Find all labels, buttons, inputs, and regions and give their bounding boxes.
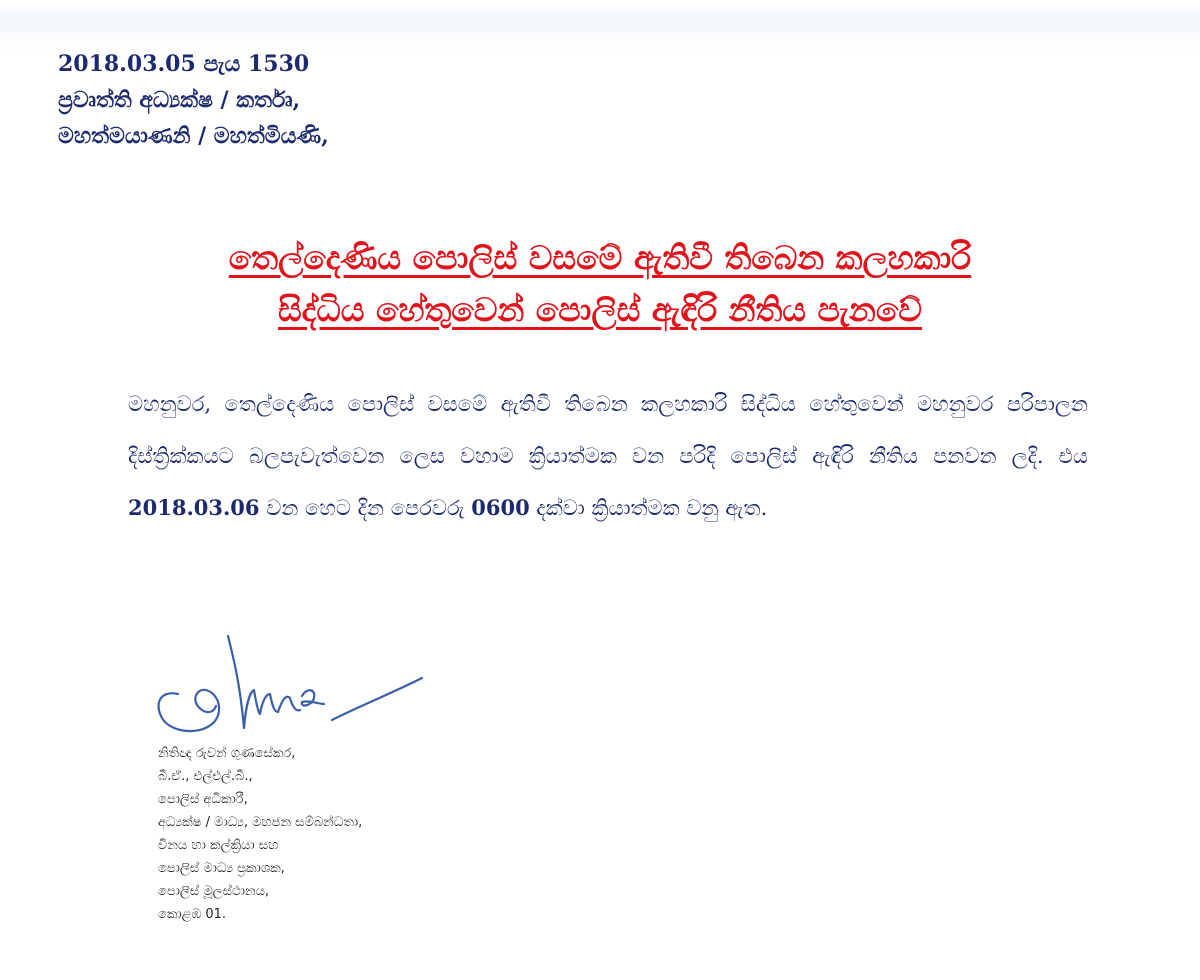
letter-header [58, 46, 329, 154]
body-text-part-2: වන හෙට දින පෙරවරු [266, 496, 465, 520]
letterhead-strip [0, 0, 1200, 52]
signatory-line: අධ්‍යක්ෂ / මාධ්‍ය, මහජන සම්බන්ධතා, [158, 815, 363, 830]
body-paragraph [128, 378, 1088, 534]
curfew-end-time: 0600 [471, 495, 530, 520]
signatory-line: පොලිස් මූලස්ථානය, [158, 884, 270, 899]
body-text-part-3: දක්වා ක්‍රියාත්මක වනු ඇත. [536, 496, 768, 520]
title-line-2: සිද්ධිය හේතුවෙන් පොලිස් ඇඳිරි නීතිය පැනවේ [277, 290, 923, 329]
signatory-line: විනය හා කල්ක්‍රියා සහ [158, 838, 279, 853]
recipients-line: ප්‍රවෘත්ති අධ්‍යක්ෂ / කර්තෘ, [58, 87, 301, 113]
handwritten-signature [150, 632, 440, 742]
press-release-title [0, 232, 1200, 336]
signatory-line: පොලිස් අධිකාරී, [158, 792, 248, 807]
signatory-line: පොලිස් මාධ්‍ය ප්‍රකාශක, [158, 861, 285, 876]
signatory-line: නිතිඥ රුවන් ගුණසේකර, [158, 746, 296, 761]
curfew-end-date: 2018.03.06 [128, 495, 260, 520]
title-line-1: තෙල්දෙණිය පොලිස් වසමේ ඇතිවී තිබෙන කලහකාරි [228, 238, 972, 277]
date-time-line: 2018.03.05 පැය 1530 [58, 51, 310, 77]
signatory-line: බී.ඒ., එල්එල්.බී., [158, 769, 253, 784]
salutation-line: මහත්මයාණනි / මහත්මියණි, [58, 123, 329, 149]
signatory-line: කොළඹ 01. [158, 907, 227, 922]
body-text-part-1: මහනුවර, තෙල්දෙණිය පොලිස් වසමේ ඇතිවී තිබෙන කලහකාරි සිද්ධිය හේතුවෙන් මහනුවර පරිපාලන දිස්ත්‍රික්කයට බලපැවැත්වෙන ලෙස වහාම ක්‍රියාත්මක වන පරිදි පොලිස් ඇඳිරි නීතිය පනවන ලදි. එය [128, 392, 1088, 468]
signatory-block [158, 742, 362, 926]
